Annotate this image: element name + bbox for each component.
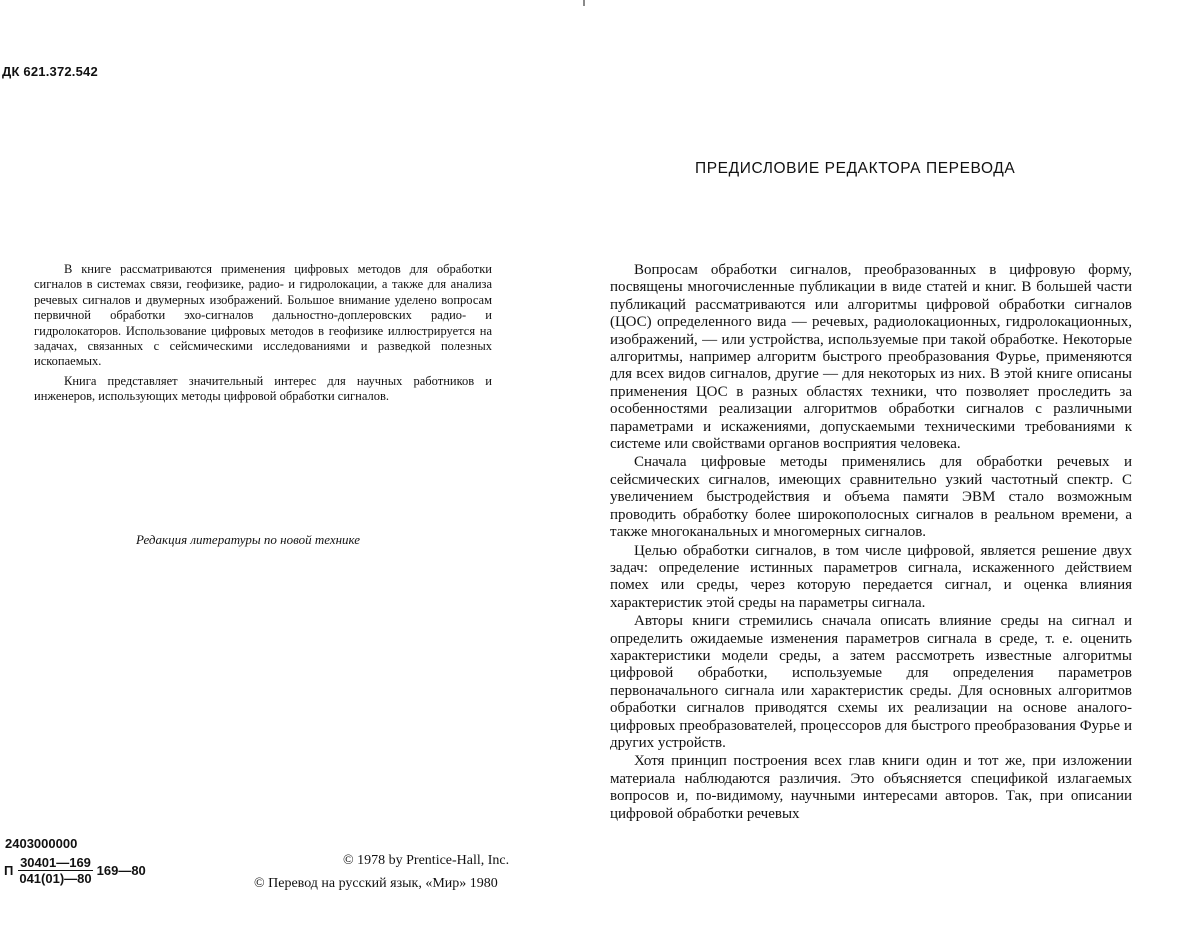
book-annotation — [34, 262, 492, 405]
preface-paragraph: Целью обработки сигналов, в том числе цифровой, является решение двух задач: определение истинных параметров сигнала, искаженного действием помех или среды, через которую передается сигнал, и оценка влияния характеристик этой среды на параметры сигнала. — [610, 542, 1132, 611]
publication-index — [4, 855, 146, 886]
copyright-translation: © Перевод на русский язык, «Мир» 1980 — [254, 876, 498, 891]
right-page — [585, 0, 1200, 941]
preface-paragraph: Сначала цифровые методы применялись для обработки речевых и сейсмических сигналов, имеющих сравнительно узкий частотный спектр. С увеличением быстродействия и объема памяти ЭВМ стало возможным проводить обработку более широкополосных сигналов в реальном времени, а также многоканальных и многомерных сигналов. — [610, 454, 1132, 541]
annotation-paragraph: В книге рассматриваются применения цифровых методов для обработки сигналов в системах связи, геофизике, радио- и гидролокации, а также для анализа речевых сигналов и двумерных изображений. Большое внимание уделено вопросам первичной обработки эхо-сигналов дальностно-доплеровских радио- и гидролокаторов. Использование цифровых методов в геофизике иллюстрируется на задачах, связанных с сейсмическими исследованиями и разведкой полезных ископаемых. — [34, 262, 492, 369]
preface-title: ПРЕДИСЛОВИЕ РЕДАКТОРА ПЕРЕВОДА — [695, 160, 1016, 177]
preface-paragraph: Вопросам обработки сигналов, преобразованных в цифровую форму, посвящены многочисленные публикации в виде статей и книг. В большей части публикаций рассматриваются или алгоритмы цифровой обработки сигналов (ЦОС) определенного вида — речевых, радиолокационных, гидролокационных, изображений, — или устройства, используемые при такой обработке. Некоторые алгоритмы, например алгоритм быстрого преобразования Фурье, применяются для всех видов сигналов, другие — для некоторых из них. В этой книге описаны применения ЦОС в разных областях техники, что позволяет проследить за особенностями реализации алгоритмов обработки сигналов с различными параметрами и искажениями, допускаемыми техническими требованиями к системе или свойствами органов восприятия человека. — [610, 262, 1132, 453]
annotation-paragraph: Книга представляет значительный интерес для научных работников и инженеров, использующих методы цифровой обработки сигналов. — [34, 373, 492, 404]
copyright-original: © 1978 by Prentice-Hall, Inc. — [343, 853, 510, 868]
index-numerator: 30401—169 — [20, 855, 91, 870]
index-fraction — [17, 855, 93, 886]
publisher-note: Редакция литературы по новой технике — [136, 532, 361, 547]
preface-body — [610, 262, 1132, 823]
index-suffix: 169—80 — [96, 863, 146, 878]
udk-code: ДК 621.372.542 — [2, 64, 98, 79]
index-denominator: 041(01)—80 — [19, 871, 92, 886]
left-page — [0, 0, 585, 941]
preface-paragraph: Авторы книги стремились сначала описать влияние среды на сигнал и определить ожидаемые изменения параметров сигнала в среде, т. е. оценить характеристики модели среды, а затем рассмотреть известные алгоритмы цифровой обработки, используемые для определения параметров первоначального сигнала или характеристик среды. Для основных алгоритмов обработки сигналов приводятся схемы их реализации на основе аналого-цифровых преобразователей, процессоров для быстрого преобразования Фурье и других устройств. — [610, 613, 1132, 751]
catalog-number: 2403000000 — [5, 836, 78, 851]
index-prefix: П — [4, 863, 14, 878]
preface-paragraph: Хотя принцип построения всех глав книги один и тот же, при изложении материала наблюдаются различия. Это объясняется спецификой излагаемых вопросов и, по-видимому, научными интересами авторов. Так, при описании цифровой обработки речевых — [610, 753, 1132, 822]
